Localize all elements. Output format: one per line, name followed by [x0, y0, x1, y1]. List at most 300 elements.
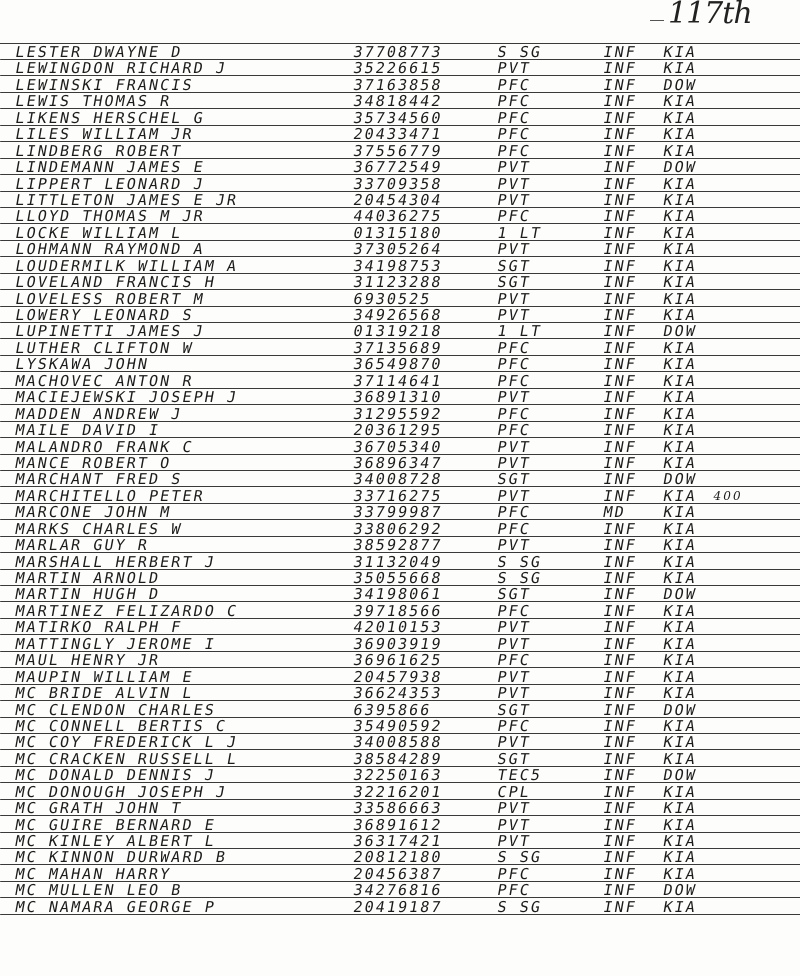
serial-number: 37556779 [351, 141, 445, 160]
unit-branch: INF [601, 207, 639, 226]
soldier-name: LOUDERMILK WILLIAM A [13, 256, 240, 275]
unit-branch: INF [601, 651, 639, 670]
soldier-name: MACHOVEC ANTON R [13, 371, 196, 390]
soldier-name: MC GRATH JOHN T [13, 799, 185, 818]
rank: 1 LT [495, 223, 544, 242]
roster-row [0, 619, 800, 635]
casualty-status: KIA [661, 371, 699, 390]
soldier-name: MC NAMARA GEORGE P [13, 897, 218, 916]
roster-row [0, 323, 800, 339]
serial-number: 31123288 [351, 273, 445, 292]
rank: SGT [495, 273, 533, 292]
unit-branch: INF [601, 125, 639, 144]
serial-number: 20812180 [351, 848, 445, 867]
rank: PFC [495, 503, 533, 522]
soldier-name: LYSKAWA JOHN [13, 355, 151, 374]
serial-number: 42010153 [351, 618, 445, 637]
unit-branch: INF [601, 519, 639, 538]
casualty-status: DOW [661, 158, 699, 177]
roster-row [0, 307, 800, 323]
page-number-tick [650, 20, 664, 21]
serial-number: 35490592 [351, 716, 445, 735]
soldier-name: MAUL HENRY JR [13, 651, 162, 670]
unit-branch: INF [601, 158, 639, 177]
roster-row [0, 176, 800, 192]
roster-row [0, 800, 800, 816]
rank: SGT [495, 749, 533, 768]
rank: S SG [495, 43, 544, 61]
rank: PVT [495, 536, 533, 555]
soldier-name: MACIEJEWSKI JOSEPH J [13, 388, 240, 407]
roster-row [0, 389, 800, 405]
roster-row [0, 488, 800, 504]
casualty-status: KIA [661, 92, 699, 111]
soldier-name: LINDEMANN JAMES E [13, 158, 207, 177]
rank: PFC [495, 108, 533, 127]
rank: SGT [495, 256, 533, 275]
unit-branch: INF [601, 273, 639, 292]
roster-row [0, 93, 800, 109]
serial-number: 34198753 [351, 256, 445, 275]
soldier-name: MC GUIRE BERNARD E [13, 815, 218, 834]
roster-row [0, 718, 800, 734]
roster-row [0, 521, 800, 537]
serial-number: 38584289 [351, 749, 445, 768]
unit-branch: INF [601, 536, 639, 555]
casualty-status: DOW [661, 766, 699, 785]
soldier-name: LUPINETTI JAMES J [13, 322, 207, 341]
soldier-name: MARTINEZ FELIZARDO C [13, 601, 240, 620]
serial-number: 20456387 [351, 864, 445, 883]
soldier-name: LILES WILLIAM JR [13, 125, 196, 144]
soldier-name: MAUPIN WILLIAM E [13, 667, 196, 686]
unit-branch: INF [601, 355, 639, 374]
roster-row [0, 636, 800, 652]
unit-branch: MD [601, 503, 628, 522]
casualty-status: KIA [661, 289, 699, 308]
rank: PFC [495, 141, 533, 160]
rank: PFC [495, 92, 533, 111]
rank: PFC [495, 864, 533, 883]
rank: PFC [495, 75, 533, 94]
casualty-status: DOW [661, 700, 699, 719]
rank: PVT [495, 388, 533, 407]
serial-number: 36891612 [351, 815, 445, 834]
casualty-status: DOW [661, 75, 699, 94]
soldier-name: MARTIN ARNOLD [13, 569, 162, 587]
casualty-status: KIA [661, 43, 699, 61]
roster-row [0, 734, 800, 750]
serial-number: 31132049 [351, 552, 445, 571]
unit-branch: INF [601, 223, 639, 242]
rank: PVT [495, 240, 533, 259]
rank: PVT [495, 486, 533, 505]
rank: PFC [495, 421, 533, 440]
serial-number: 36705340 [351, 437, 445, 456]
serial-number: 20419187 [351, 897, 445, 916]
roster-row [0, 669, 800, 685]
soldier-name: MC BRIDE ALVIN L [13, 684, 196, 703]
unit-branch: INF [601, 749, 639, 768]
casualty-status: KIA [661, 848, 699, 867]
serial-number: 36903919 [351, 634, 445, 653]
casualty-status: KIA [661, 716, 699, 735]
unit-branch: INF [601, 601, 639, 620]
serial-number: 33586663 [351, 799, 445, 818]
casualty-status: KIA [661, 552, 699, 571]
unit-branch: INF [601, 782, 639, 801]
serial-number: 34276816 [351, 881, 445, 900]
roster-row [0, 751, 800, 767]
soldier-name: LOWERY LEONARD S [13, 306, 196, 324]
roster-row [0, 143, 800, 159]
soldier-name: LINDBERG ROBERT [13, 141, 185, 160]
casualty-status: KIA [661, 388, 699, 407]
casualty-status: KIA [661, 108, 699, 127]
rank: S SG [495, 552, 544, 571]
soldier-name: MC MULLEN LEO B [13, 881, 185, 900]
soldier-name: LIKENS HERSCHEL G [13, 108, 207, 127]
roster-row [0, 291, 800, 307]
soldier-name: LOVELESS ROBERT M [13, 289, 207, 308]
casualty-status: KIA [661, 486, 699, 505]
rank: PFC [495, 371, 533, 390]
soldier-name: LITTLETON JAMES E JR [13, 190, 240, 209]
roster-list [0, 44, 800, 915]
rank: SGT [495, 585, 533, 604]
unit-branch: INF [601, 240, 639, 259]
serial-number: 33799987 [351, 503, 445, 522]
unit-branch: INF [601, 421, 639, 440]
soldier-name: MC DONOUGH JOSEPH J [13, 782, 229, 801]
roster-row [0, 471, 800, 487]
casualty-status: KIA [661, 338, 699, 357]
roster-row [0, 702, 800, 718]
serial-number: 31295592 [351, 404, 445, 423]
serial-number: 01319218 [351, 322, 445, 341]
roster-row [0, 258, 800, 274]
unit-branch: INF [601, 141, 639, 160]
casualty-status: KIA [661, 601, 699, 620]
rank: PFC [495, 601, 533, 620]
roster-row [0, 373, 800, 389]
serial-number: 37708773 [351, 43, 445, 61]
serial-number: 36772549 [351, 158, 445, 177]
unit-branch: INF [601, 832, 639, 850]
rank: PVT [495, 59, 533, 78]
rank: PVT [495, 815, 533, 834]
rank: PVT [495, 453, 533, 472]
unit-branch: INF [601, 108, 639, 127]
unit-branch: INF [601, 634, 639, 653]
serial-number: 39718566 [351, 601, 445, 620]
casualty-status: KIA [661, 437, 699, 456]
roster-row [0, 225, 800, 241]
soldier-name: MARCHANT FRED S [13, 470, 185, 489]
casualty-status: KIA [661, 815, 699, 834]
rank: PVT [495, 733, 533, 752]
casualty-status: DOW [661, 881, 699, 900]
soldier-name: MC KINNON DURWARD B [13, 848, 229, 867]
roster-row [0, 340, 800, 356]
serial-number: 37114641 [351, 371, 445, 390]
casualty-status: KIA [661, 667, 699, 686]
soldier-name: LOCKE WILLIAM L [13, 223, 185, 242]
rank: TEC5 [495, 766, 544, 785]
unit-branch: INF [601, 700, 639, 719]
rank: PVT [495, 799, 533, 818]
unit-branch: INF [601, 92, 639, 111]
unit-branch: INF [601, 799, 639, 818]
soldier-name: MC COY FREDERICK L J [13, 733, 240, 752]
casualty-status: KIA [661, 832, 699, 850]
casualty-status: KIA [661, 174, 699, 193]
unit-branch: INF [601, 174, 639, 193]
unit-branch: INF [601, 388, 639, 407]
soldier-name: LIPPERT LEONARD J [13, 174, 207, 193]
casualty-status: KIA [661, 897, 699, 916]
rank: PVT [495, 306, 533, 324]
unit-branch: INF [601, 881, 639, 900]
serial-number: 01315180 [351, 223, 445, 242]
soldier-name: LLOYD THOMAS M JR [13, 207, 207, 226]
unit-branch: INF [601, 75, 639, 94]
unit-branch: INF [601, 371, 639, 390]
unit-branch: INF [601, 59, 639, 78]
casualty-status: KIA [661, 618, 699, 637]
rank: PVT [495, 667, 533, 686]
soldier-name: MC CLENDON CHARLES [13, 700, 218, 719]
unit-branch: INF [601, 897, 639, 916]
roster-row [0, 77, 800, 93]
rank: PFC [495, 338, 533, 357]
casualty-status: DOW [661, 470, 699, 489]
serial-number: 34008588 [351, 733, 445, 752]
soldier-name: MATIRKO RALPH F [13, 618, 185, 637]
serial-number: 37305264 [351, 240, 445, 259]
serial-number: 37135689 [351, 338, 445, 357]
soldier-name: MARCONE JOHN M [13, 503, 173, 522]
soldier-name: LOVELAND FRANCIS H [13, 273, 218, 292]
serial-number: 32250163 [351, 766, 445, 785]
soldier-name: MALANDRO FRANK C [13, 437, 196, 456]
serial-number: 33709358 [351, 174, 445, 193]
roster-row [0, 356, 800, 372]
unit-branch: INF [601, 684, 639, 703]
unit-branch: INF [601, 322, 639, 341]
serial-number: 38592877 [351, 536, 445, 555]
soldier-name: LEWIS THOMAS R [13, 92, 173, 111]
serial-number: 36624353 [351, 684, 445, 703]
serial-number: 36891310 [351, 388, 445, 407]
page-number: 117th [668, 0, 752, 31]
soldier-name: MC CONNELL BERTIS C [13, 716, 229, 735]
rank: SGT [495, 700, 533, 719]
unit-branch: INF [601, 733, 639, 752]
unit-branch: INF [601, 667, 639, 686]
roster-row [0, 537, 800, 553]
casualty-status: KIA [661, 306, 699, 324]
soldier-name: MC MAHAN HARRY [13, 864, 173, 883]
casualty-status: KIA [661, 651, 699, 670]
soldier-name: MAILE DAVID I [13, 421, 162, 440]
casualty-status: KIA [661, 355, 699, 374]
rank: PFC [495, 716, 533, 735]
rank: PVT [495, 158, 533, 177]
unit-branch: INF [601, 453, 639, 472]
soldier-name: MATTINGLY JEROME I [13, 634, 218, 653]
casualty-status: KIA [661, 125, 699, 144]
casualty-status: KIA [661, 864, 699, 883]
casualty-status: DOW [661, 585, 699, 604]
rank: PFC [495, 519, 533, 538]
rank: PVT [495, 190, 533, 209]
serial-number: 32216201 [351, 782, 445, 801]
unit-branch: INF [601, 569, 639, 587]
casualty-status: KIA [661, 404, 699, 423]
rank: PVT [495, 684, 533, 703]
unit-branch: INF [601, 437, 639, 456]
unit-branch: INF [601, 190, 639, 209]
unit-branch: INF [601, 766, 639, 785]
serial-number: 36549870 [351, 355, 445, 374]
soldier-name: MADDEN ANDREW J [13, 404, 185, 423]
serial-number: 34926568 [351, 306, 445, 324]
unit-branch: INF [601, 716, 639, 735]
handwritten-note: 400 [713, 488, 743, 503]
soldier-name: MARSHALL HERBERT J [13, 552, 218, 571]
unit-branch: INF [601, 289, 639, 308]
serial-number: 20433471 [351, 125, 445, 144]
rank: PVT [495, 289, 533, 308]
roster-row [0, 817, 800, 833]
casualty-status: KIA [661, 569, 699, 587]
rank: 1 LT [495, 322, 544, 341]
unit-branch: INF [601, 486, 639, 505]
roster-row [0, 455, 800, 471]
soldier-name: MC CRACKEN RUSSELL L [13, 749, 240, 768]
soldier-name: MARKS CHARLES W [13, 519, 185, 538]
soldier-name: MC KINLEY ALBERT L [13, 832, 218, 850]
roster-row [0, 274, 800, 290]
unit-branch: INF [601, 585, 639, 604]
roster-row [0, 439, 800, 455]
serial-number: 35055668 [351, 569, 445, 587]
rank: PFC [495, 404, 533, 423]
casualty-status: KIA [661, 453, 699, 472]
roster-row [0, 833, 800, 849]
roster-row [0, 603, 800, 619]
roster-row [0, 406, 800, 422]
roster-row [0, 60, 800, 76]
roster-row [0, 784, 800, 800]
casualty-status: KIA [661, 519, 699, 538]
casualty-status: KIA [661, 799, 699, 818]
rank: PFC [495, 881, 533, 900]
serial-number: 34818442 [351, 92, 445, 111]
roster-row [0, 241, 800, 257]
rank: PVT [495, 437, 533, 456]
soldier-name: LUTHER CLIFTON W [13, 338, 196, 357]
casualty-status: KIA [661, 141, 699, 160]
casualty-status: KIA [661, 421, 699, 440]
casualty-status: KIA [661, 749, 699, 768]
rank: PVT [495, 634, 533, 653]
soldier-name: LOHMANN RAYMOND A [13, 240, 207, 259]
roster-row [0, 110, 800, 126]
unit-branch: INF [601, 256, 639, 275]
casualty-status: KIA [661, 240, 699, 259]
soldier-name: LESTER DWAYNE D [13, 43, 185, 61]
unit-branch: INF [601, 338, 639, 357]
soldier-name: LEWINGDON RICHARD J [13, 59, 229, 78]
roster-row [0, 866, 800, 882]
roster-row [0, 899, 800, 915]
serial-number: 34008728 [351, 470, 445, 489]
roster-row [0, 570, 800, 586]
soldier-name: MARTIN HUGH D [13, 585, 162, 604]
casualty-status: KIA [661, 190, 699, 209]
rank: SGT [495, 470, 533, 489]
roster-row [0, 422, 800, 438]
soldier-name: MARCHITELLO PETER [13, 486, 207, 505]
casualty-status: KIA [661, 256, 699, 275]
serial-number: 6395866 [351, 700, 433, 719]
unit-branch: INF [601, 848, 639, 867]
casualty-status: KIA [661, 634, 699, 653]
rank: PFC [495, 125, 533, 144]
rank: S SG [495, 848, 544, 867]
casualty-status: KIA [661, 503, 699, 522]
casualty-status: KIA [661, 733, 699, 752]
unit-branch: INF [601, 43, 639, 61]
roster-row [0, 849, 800, 865]
soldier-name: LEWINSKI FRANCIS [13, 75, 196, 94]
roster-row [0, 767, 800, 783]
unit-branch: INF [601, 404, 639, 423]
rank: PFC [495, 651, 533, 670]
roster-row [0, 554, 800, 570]
roster-row [0, 192, 800, 208]
soldier-name: MANCE ROBERT O [13, 453, 173, 472]
serial-number: 37163858 [351, 75, 445, 94]
rank: CPL [495, 782, 533, 801]
serial-number: 36896347 [351, 453, 445, 472]
unit-branch: INF [601, 815, 639, 834]
rank: S SG [495, 897, 544, 916]
unit-branch: INF [601, 864, 639, 883]
unit-branch: INF [601, 618, 639, 637]
serial-number: 20454304 [351, 190, 445, 209]
roster-row [0, 504, 800, 520]
unit-branch: INF [601, 306, 639, 324]
soldier-name: MC DONALD DENNIS J [13, 766, 218, 785]
rank: PFC [495, 207, 533, 226]
casualty-status: DOW [661, 322, 699, 341]
roster-row [0, 44, 800, 60]
roster-row [0, 882, 800, 898]
roster-row [0, 685, 800, 701]
casualty-status: KIA [661, 782, 699, 801]
casualty-status: KIA [661, 273, 699, 292]
roster-row [0, 208, 800, 224]
unit-branch: INF [601, 470, 639, 489]
casualty-status: KIA [661, 223, 699, 242]
casualty-status: KIA [661, 59, 699, 78]
serial-number: 20457938 [351, 667, 445, 686]
rank: S SG [495, 569, 544, 587]
serial-number: 36961625 [351, 651, 445, 670]
